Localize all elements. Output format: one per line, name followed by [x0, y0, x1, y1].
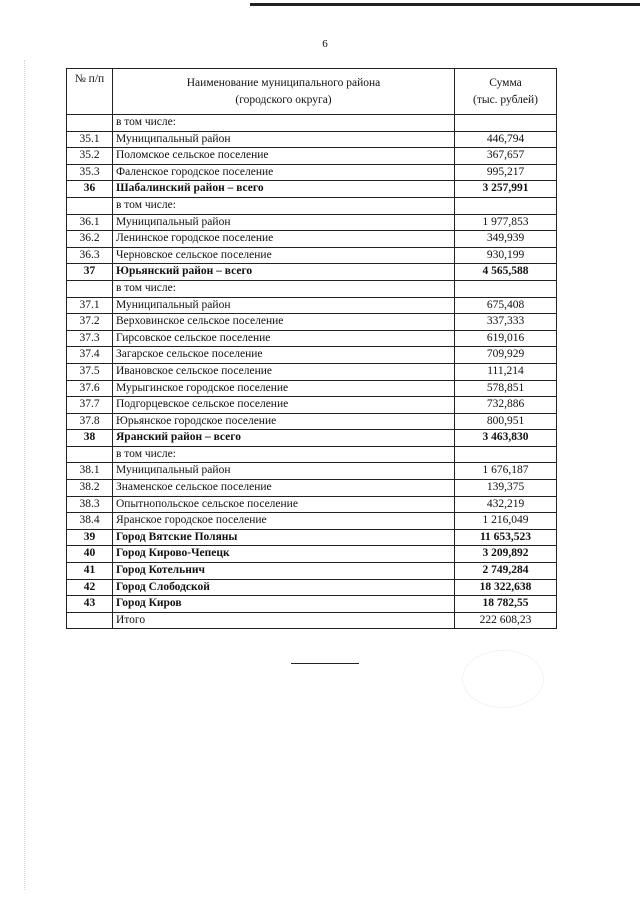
- table-row: [67, 446, 557, 463]
- table-row: [67, 563, 557, 580]
- row-number-cell: 37.8: [67, 413, 113, 430]
- row-sum-cell: 578,851: [455, 380, 557, 397]
- row-number-cell: 35.3: [67, 164, 113, 181]
- row-number-cell: [67, 115, 113, 132]
- row-sum-cell: 432,219: [455, 496, 557, 513]
- row-sum-cell: 18 322,638: [455, 579, 557, 596]
- row-name-cell: Итого: [113, 612, 455, 629]
- row-sum-cell: 3 257,991: [455, 181, 557, 198]
- row-number-cell: 42: [67, 579, 113, 596]
- row-sum-cell: 139,375: [455, 480, 557, 497]
- table-row: [67, 463, 557, 480]
- table-row: [67, 347, 557, 364]
- table-body: [67, 115, 557, 629]
- header-number: [67, 69, 113, 115]
- row-number-cell: 37: [67, 264, 113, 281]
- row-number-cell: 36: [67, 181, 113, 198]
- row-name-cell: Знаменское сельское поселение: [113, 480, 455, 497]
- row-number-cell: 35.2: [67, 148, 113, 165]
- row-name-cell: Ивановское сельское поселение: [113, 363, 455, 380]
- faint-stamp-mark: [462, 650, 544, 708]
- row-number-cell: 37.3: [67, 330, 113, 347]
- header-name-line2: (городского округа): [235, 93, 332, 106]
- row-sum-cell: 2 749,284: [455, 563, 557, 580]
- table-row: [67, 280, 557, 297]
- row-name-cell: Подгорцевское сельское поселение: [113, 397, 455, 414]
- row-number-cell: 38.2: [67, 480, 113, 497]
- table-row: [67, 529, 557, 546]
- budget-allocation-table: [66, 68, 557, 629]
- header-name-line1: Наименование муниципального района: [186, 76, 381, 89]
- row-name-cell: Муниципальный район: [113, 463, 455, 480]
- row-name-cell: в том числе:: [113, 115, 455, 132]
- table-row-total: [67, 612, 557, 629]
- row-number-cell: 38: [67, 430, 113, 447]
- table-row: [67, 330, 557, 347]
- row-sum-cell: 1 977,853: [455, 214, 557, 231]
- row-sum-cell: 4 565,588: [455, 264, 557, 281]
- header-number-label: № п/п: [74, 73, 105, 85]
- row-sum-cell: 349,939: [455, 231, 557, 248]
- header-sum-line2: (тыс. рублей): [472, 93, 539, 106]
- page-number: 6: [322, 38, 328, 50]
- row-number-cell: 36.1: [67, 214, 113, 231]
- row-sum-cell: 675,408: [455, 297, 557, 314]
- row-name-cell: Город Котельнич: [113, 563, 455, 580]
- row-sum-cell: 111,214: [455, 363, 557, 380]
- table-row: [67, 148, 557, 165]
- row-number-cell: 38.3: [67, 496, 113, 513]
- row-sum-cell: 619,016: [455, 330, 557, 347]
- row-sum-cell: [455, 280, 557, 297]
- header-name: [113, 69, 455, 115]
- table-row: [67, 513, 557, 530]
- row-name-cell: Опытнопольское сельское поселение: [113, 496, 455, 513]
- row-number-cell: 37.4: [67, 347, 113, 364]
- table-row: [67, 579, 557, 596]
- row-name-cell: Фаленское городское поселение: [113, 164, 455, 181]
- row-sum-cell: 222 608,23: [455, 612, 557, 629]
- table-row: [67, 596, 557, 613]
- table-row: [67, 430, 557, 447]
- row-sum-cell: 800,951: [455, 413, 557, 430]
- row-name-cell: Верховинское сельское поселение: [113, 314, 455, 331]
- table-row: [67, 197, 557, 214]
- table-row: [67, 214, 557, 231]
- row-number-cell: 40: [67, 546, 113, 563]
- row-sum-cell: 11 653,523: [455, 529, 557, 546]
- table-row: [67, 164, 557, 181]
- row-sum-cell: 18 782,55: [455, 596, 557, 613]
- row-sum-cell: 995,217: [455, 164, 557, 181]
- row-name-cell: Город Киров: [113, 596, 455, 613]
- row-name-cell: Шабалинский район – всего: [113, 181, 455, 198]
- row-number-cell: 36.3: [67, 247, 113, 264]
- row-name-cell: Город Вятские Поляны: [113, 529, 455, 546]
- row-sum-cell: [455, 115, 557, 132]
- row-name-cell: Мурыгинское городское поселение: [113, 380, 455, 397]
- table-row: [67, 413, 557, 430]
- table-row: [67, 314, 557, 331]
- header-sum-line1: Сумма: [489, 76, 522, 89]
- row-name-cell: Юрьянское городское поселение: [113, 413, 455, 430]
- table-row: [67, 546, 557, 563]
- row-name-cell: в том числе:: [113, 197, 455, 214]
- table-row: [67, 264, 557, 281]
- row-sum-cell: 930,199: [455, 247, 557, 264]
- row-sum-cell: 446,794: [455, 131, 557, 148]
- row-number-cell: 36.2: [67, 231, 113, 248]
- table-row: [67, 496, 557, 513]
- row-number-cell: [67, 197, 113, 214]
- row-name-cell: Муниципальный район: [113, 297, 455, 314]
- table-row: [67, 363, 557, 380]
- table-row: [67, 181, 557, 198]
- row-number-cell: [67, 612, 113, 629]
- table-row: [67, 480, 557, 497]
- row-number-cell: 37.7: [67, 397, 113, 414]
- row-name-cell: Яранское городское поселение: [113, 513, 455, 530]
- header-sum: [455, 69, 557, 115]
- row-sum-cell: 709,929: [455, 347, 557, 364]
- row-name-cell: Муниципальный район: [113, 214, 455, 231]
- row-name-cell: Яранский район – всего: [113, 430, 455, 447]
- row-number-cell: 39: [67, 529, 113, 546]
- row-number-cell: 38.4: [67, 513, 113, 530]
- table-row: [67, 397, 557, 414]
- table-header-row: [67, 69, 557, 115]
- row-number-cell: [67, 280, 113, 297]
- table-row: [67, 131, 557, 148]
- row-name-cell: Город Кирово-Чепецк: [113, 546, 455, 563]
- table-row: [67, 231, 557, 248]
- scan-top-border-line: [250, 3, 640, 6]
- row-name-cell: Загарское сельское поселение: [113, 347, 455, 364]
- row-number-cell: 35.1: [67, 131, 113, 148]
- scan-margin-artifact: [24, 60, 26, 890]
- row-sum-cell: 337,333: [455, 314, 557, 331]
- row-name-cell: в том числе:: [113, 280, 455, 297]
- row-sum-cell: 1 216,049: [455, 513, 557, 530]
- row-sum-cell: 3 209,892: [455, 546, 557, 563]
- table-row: [67, 115, 557, 132]
- row-sum-cell: 3 463,830: [455, 430, 557, 447]
- table-row: [67, 247, 557, 264]
- row-name-cell: Гирсовское сельское поселение: [113, 330, 455, 347]
- row-sum-cell: 732,886: [455, 397, 557, 414]
- row-number-cell: [67, 446, 113, 463]
- row-number-cell: 37.6: [67, 380, 113, 397]
- table-row: [67, 380, 557, 397]
- row-number-cell: 37.1: [67, 297, 113, 314]
- row-name-cell: Ленинское городское поселение: [113, 231, 455, 248]
- row-number-cell: 37.2: [67, 314, 113, 331]
- row-number-cell: 37.5: [67, 363, 113, 380]
- table-row: [67, 297, 557, 314]
- row-sum-cell: [455, 197, 557, 214]
- row-number-cell: 41: [67, 563, 113, 580]
- row-number-cell: 38.1: [67, 463, 113, 480]
- row-name-cell: в том числе:: [113, 446, 455, 463]
- row-sum-cell: 1 676,187: [455, 463, 557, 480]
- row-sum-cell: 367,657: [455, 148, 557, 165]
- row-name-cell: Поломское сельское поселение: [113, 148, 455, 165]
- row-name-cell: Юрьянский район – всего: [113, 264, 455, 281]
- row-name-cell: Муниципальный район: [113, 131, 455, 148]
- row-sum-cell: [455, 446, 557, 463]
- end-of-document-line: [291, 663, 359, 664]
- row-number-cell: 43: [67, 596, 113, 613]
- row-name-cell: Черновское сельское поселение: [113, 247, 455, 264]
- row-name-cell: Город Слободской: [113, 579, 455, 596]
